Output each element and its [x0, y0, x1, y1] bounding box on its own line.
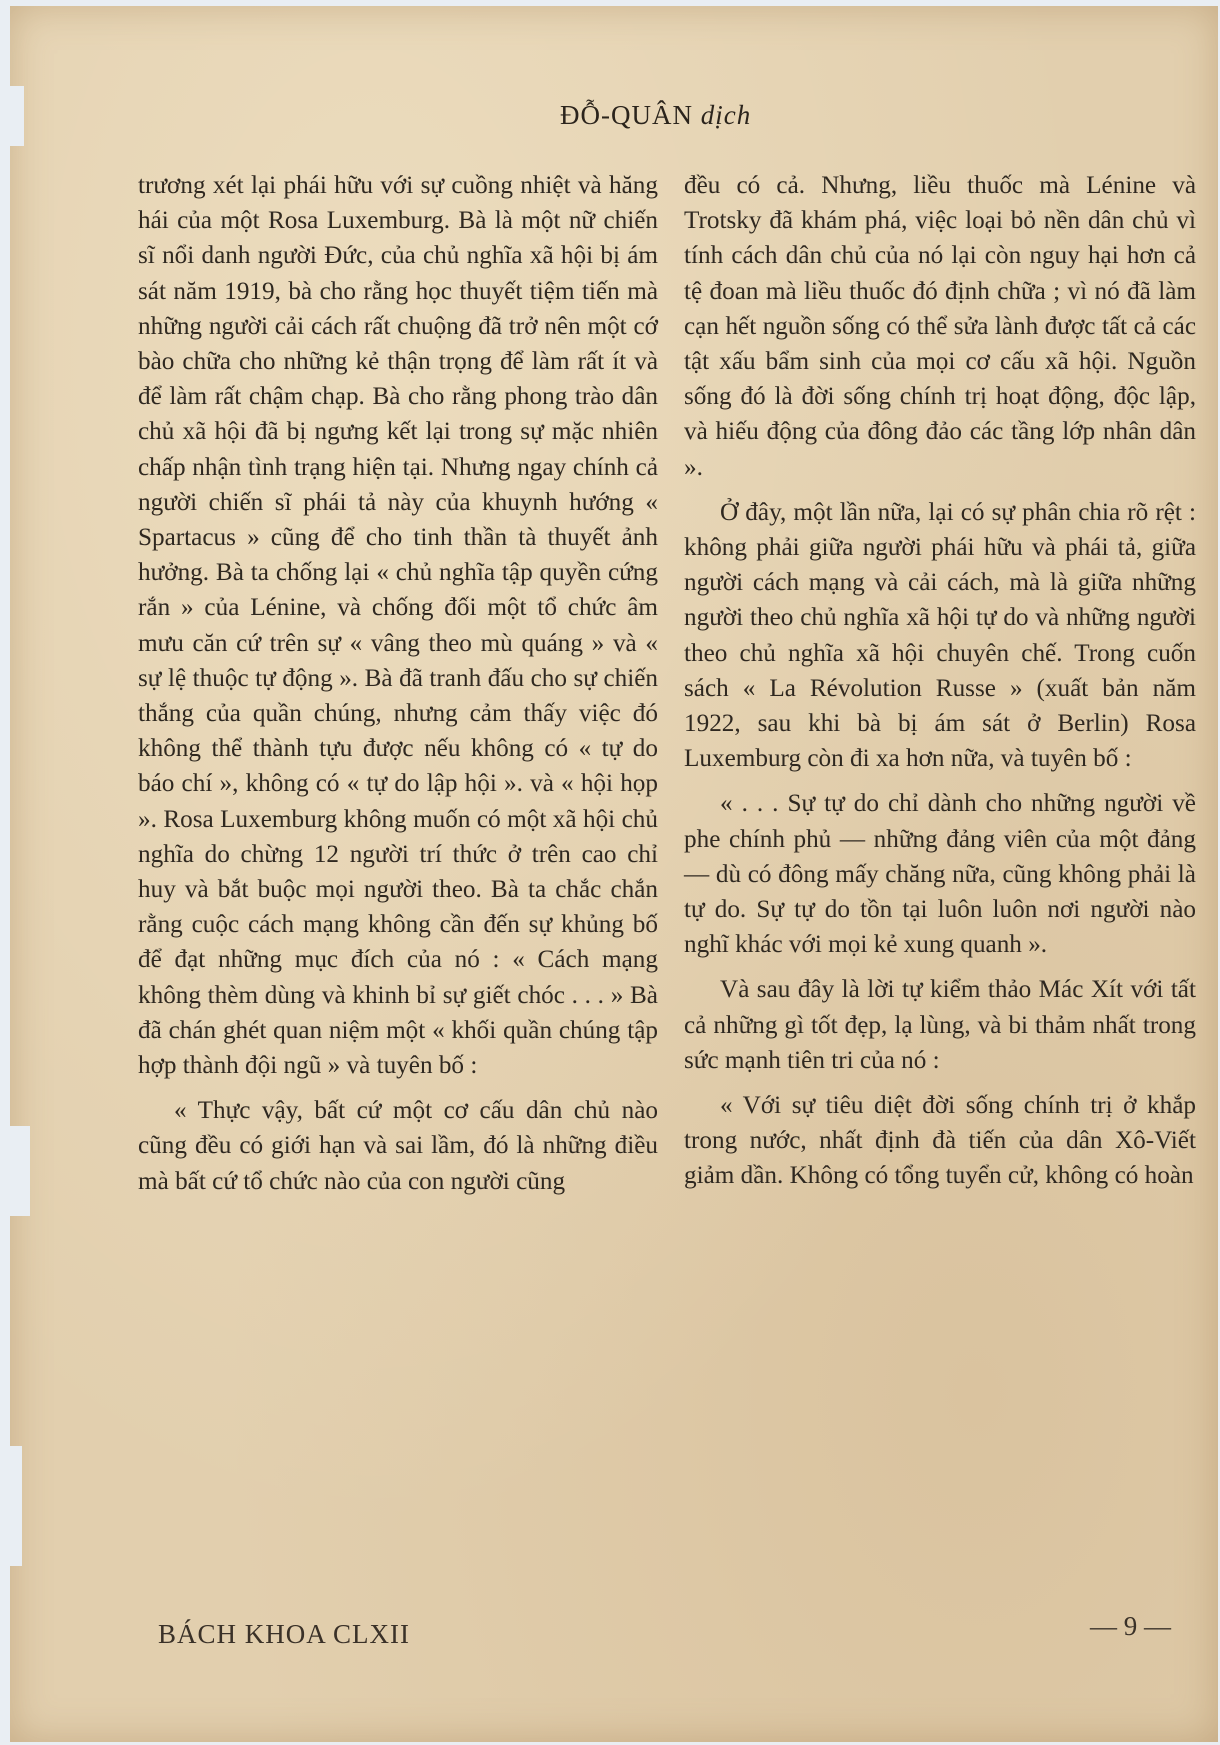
paragraph: « . . . Sự tự do chỉ dành cho những người về phe chính phủ — những đảng viên của một đảng — dù có đông mấy chăng nữa, cũng không phải là tự do. Sự tự do tồn tại luôn luôn nơi người nào nghĩ khác với mọi kẻ xung quanh ».	[684, 790, 1196, 959]
page-header	[560, 100, 751, 131]
right-column	[684, 168, 1196, 1194]
paragraph: « Với sự tiêu diệt đời sống chính trị ở khắp trong nước, nhất định đà tiến của dân Xô-Viết giảm dần. Không có tổng tuyển cử, không có hoàn	[684, 1092, 1196, 1190]
document-page	[10, 6, 1218, 1742]
torn-edge	[10, 86, 24, 146]
paragraph: trương xét lại phái hữu với sự cuồng nhiệt và hăng hái của một Rosa Luxemburg. Bà là một nữ chiến sĩ nổi danh người Đức, của chủ nghĩa xã hội bị ám sát năm 1919, bà cho rằng học thuyết tiệm tiến mà những người cải cách rất chuộng đã trở nên một cớ bào chữa cho những kẻ thận trọng để làm rất ít và để làm rất chậm chạp. Bà cho rằng phong trào dân chủ xã hội đã bị ngưng kết lại trong sự mặc nhiên chấp nhận tình trạng hiện tại. Nhưng ngay chính cả người chiến sĩ phái tả này của khuynh hướng « Spartacus » cũng để cho tinh thần tà thuyết ảnh hưởng. Bà ta chống lại « chủ nghĩa tập quyền cứng rắn » của Lénine, và chống đối một tổ chức âm mưu căn cứ trên sự « vâng theo mù quáng » và « sự lệ thuộc tự động ». Bà đã tranh đấu cho sự chiến thắng của quần chúng, nhưng cảm thấy việc đó không thể thành tựu được nếu không có « tự do báo chí », không có « tự do lập hội ». và « hội họp ». Rosa Luxemburg không muốn có một xã hội chủ nghĩa do chừng 12 người trí thức ở trên cao chỉ huy và bắt buộc mọi người theo. Bà ta chắc chắn rằng cuộc cách mạng không cần đến sự khủng bố để đạt những mục đích của nó : « Cách mạng không thèm dùng và khinh bỉ sự giết chóc . . . » Bà đã chán ghét quan niệm một « khối quần chúng tập hợp thành đội ngũ » và tuyên bố :	[138, 172, 658, 1080]
left-column	[138, 168, 658, 1199]
paragraph: Và sau đây là lời tự kiểm thảo Mác Xít với tất cả những gì tốt đẹp, lạ lùng, và bi thảm nhất trong sức mạnh tiên tri của nó :	[684, 976, 1196, 1074]
torn-edge	[10, 1126, 30, 1216]
torn-edge	[10, 1446, 22, 1566]
header-author: ĐỖ-QUÂN	[560, 100, 693, 130]
page-number: — 9 —	[1090, 1611, 1171, 1641]
paragraph: Ở đây, một lần nữa, lại có sự phân chia rõ rệt : không phải giữa người phái hữu và phái tả, giữa người cách mạng và cải cách, mà là giữa những người theo chủ nghĩa xã hội tự do và những người theo chủ nghĩa xã hội chuyên chế. Trong cuốn sách « La Révolution Russe » (xuất bản năm 1922, sau khi bà bị ám sát ở Berlin) Rosa Luxemburg còn đi xa hơn nữa, và tuyên bố :	[684, 498, 1196, 773]
paragraph: « Thực vậy, bất cứ một cơ cấu dân chủ nào cũng đều có giới hạn và sai lầm, đó là những điều mà bất cứ tổ chức nào của con người cũng	[138, 1097, 658, 1195]
paragraph: đều có cả. Nhưng, liều thuốc mà Lénine và Trotsky đã khám phá, việc loại bỏ nền dân chủ vì tính cách dân chủ của nó lại còn nguy hại hơn cả tệ đoan mà liều thuốc đó định chữa ; vì nó đã làm cạn hết nguồn sống có thể sửa lành được tất cả các tật xấu bẩm sinh của mọi cơ cấu xã hội. Nguồn sống đó là đời sống chính trị hoạt động, độc lập, và hiếu động của đông đảo các tầng lớp nhân dân ».	[684, 172, 1196, 481]
publication-name: BÁCH KHOA CLXII	[158, 1619, 411, 1649]
header-role: dịch	[700, 100, 752, 130]
